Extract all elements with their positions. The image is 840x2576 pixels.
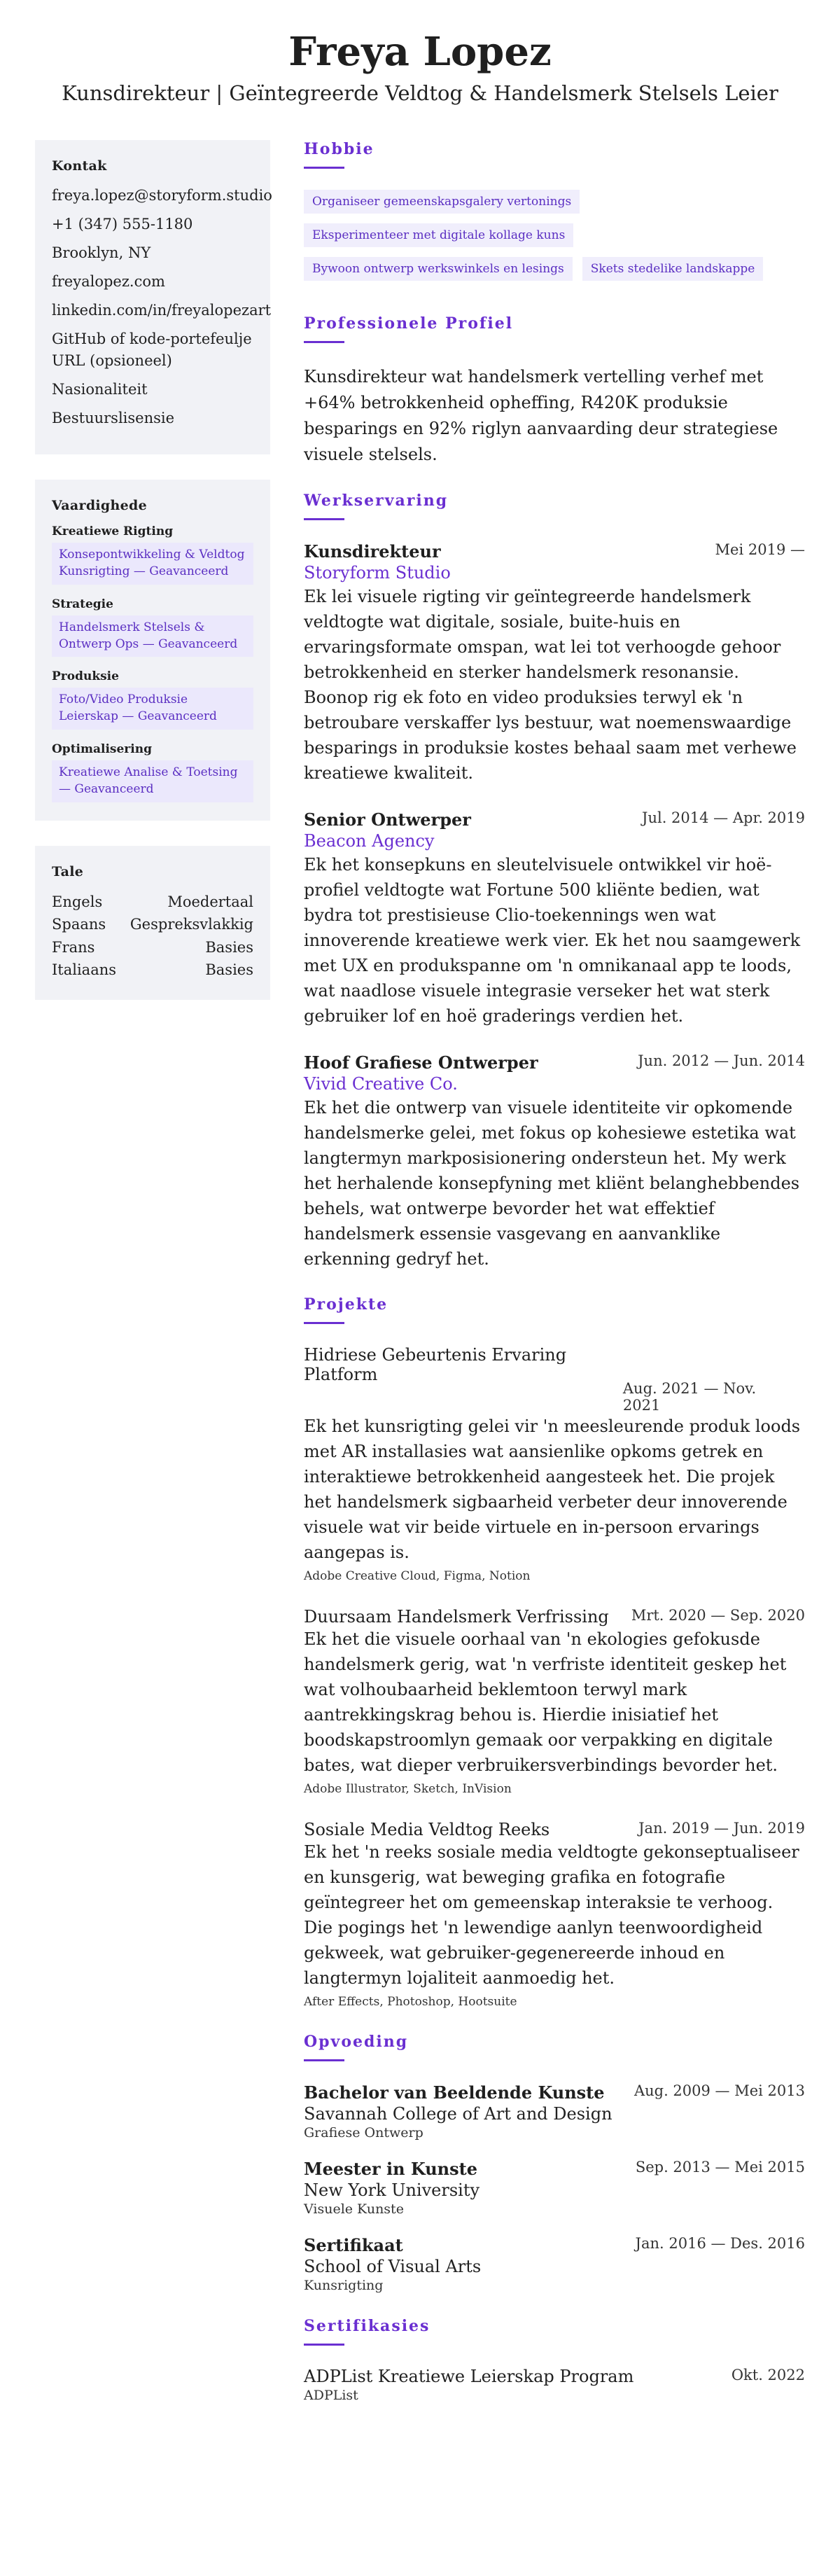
education-entry	[304, 2159, 805, 2217]
job-role: Senior Ontwerper	[304, 809, 471, 830]
project-tools: Adobe Creative Cloud, Figma, Notion	[304, 1569, 531, 1584]
main-content	[304, 140, 805, 2428]
language-name: Spaans	[52, 916, 106, 933]
certifications-section	[304, 2317, 805, 2403]
section-divider	[304, 2344, 344, 2346]
project-description: Ek het die visuele oorhaal van 'n ekologies gefokusde handelsmerk gerig, wat 'n verfriste identiteit geskep het wat volhoubaarheid beklemtoon terwyl mark aantrekkingskrag behou is. Hierdie inisiatief het boodskapstroomlyn gemaak oor verpakking en digitale bates, wat dieper verbruikersverbindings bevorder het.	[304, 1629, 787, 1776]
certification-name: ADPList Kreatiewe Leierskap Program	[304, 2367, 634, 2387]
contact-linkedin[interactable]: linkedin.com/in/freyalopezart	[52, 301, 272, 319]
skill-group-name: Optimalisering	[52, 742, 152, 757]
education-entry	[304, 2235, 805, 2293]
project-date: Mrt. 2020 — Sep. 2020	[631, 1607, 805, 1624]
experience-title: Werkservaring	[304, 492, 449, 510]
experience-entry	[304, 1052, 805, 1272]
skills-title: Vaardighede	[52, 498, 147, 514]
skill-group-name: Produksie	[52, 669, 119, 684]
section-divider	[304, 518, 344, 520]
study-field: Grafiese Ontwerp	[304, 2125, 424, 2141]
contact-nationality: Nasionaliteit	[52, 381, 148, 398]
language-row	[52, 891, 253, 914]
language-level: Gespreksvlakkig	[130, 916, 253, 933]
contact-github[interactable]: GitHub of kode-portefeulje URL (opsioneel)	[52, 330, 252, 370]
project-entry	[304, 1607, 805, 1796]
project-description: Ek het 'n reeks sosiale media veldtogte gekonseptualiseer en kunsgerig, wat beweging grafika en fotografie geïntegreer het om gemeenskap interaksie te verhoog. Die pogings het 'n lewendige aanlyn teenwoordigheid gekweek, wat gebruiker-gegenereerde inhoud en langtermyn lojaliteit aanmoedig het.	[304, 1842, 799, 1989]
experience-section	[304, 492, 805, 1272]
section-divider	[304, 341, 344, 343]
certification-date: Okt. 2022	[731, 2367, 805, 2384]
skill-chip: Handelsmerk Stelsels & Ontwerp Ops — Geavanceerd	[52, 615, 253, 657]
job-description: Ek lei visuele rigting vir geïntegreerde handelsmerk veldtogte wat digitale, sosiale, buite-huis en ervaringsformate omspan, wat lei tot verhoogde gehoor betrokkenheid en sterker handelsmerk resonansie. Boonop rig ek foto en video produksies terwyl ek 'n betroubare verskaffer lys bestuur, wat noemenswaardige besparings in produksie kostes behaal saam met verhewe kreatiewe kwaliteit.	[304, 587, 797, 784]
job-date: Mei 2019 —	[715, 541, 805, 559]
certification-entry	[304, 2367, 805, 2403]
project-date: Jan. 2019 — Jun. 2019	[638, 1820, 805, 1837]
contact-license: Bestuurslisensie	[52, 410, 175, 427]
contact-card	[35, 140, 270, 455]
project-name: Duursaam Handelsmerk Verfrissing	[304, 1607, 609, 1627]
education-title: Opvoeding	[304, 2033, 409, 2052]
school-name: School of Visual Arts	[304, 2257, 482, 2277]
study-field: Kunsrigting	[304, 2278, 384, 2294]
section-divider	[304, 2059, 344, 2061]
job-description: Ek het konsepkuns en sleutelvisuele ontwikkel vir hoë-profiel veldtogte wat Fortune 500 kliënte bedien, wat bydra tot prestisieuse Clio-toekennings wen wat innoverende kreatiewe werk vier. Ek het nou saamgewerk met UX en produkspanne om 'n omnikanaal app te loods, wat naadlose visuele integrasie verseker het wat sterk gebruiker lof en hoë graderings verdien het.	[304, 855, 801, 1026]
language-name: Engels	[52, 893, 103, 910]
project-description: Ek het kunsrigting gelei vir 'n meesleurende produk loods met AR installasies wat aansienlike opkoms getrek en interaktiewe betrokkenheid aangesteek het. Die projek het handelsmerk sigbaarheid verbeter deur innoverende visuele wat vir beide virtuele en in-persoon ervarings aangepas is.	[304, 1416, 801, 1563]
education-date: Sep. 2013 — Mei 2015	[635, 2159, 805, 2176]
skill-group-name: Kreatiewe Rigting	[52, 524, 174, 539]
sidebar	[35, 140, 270, 2428]
section-divider	[304, 1322, 344, 1324]
skill-group	[52, 742, 253, 802]
profile-title: Professionele Profiel	[304, 314, 514, 333]
job-description: Ek het die ontwerp van visuele identiteite vir opkomende handelsmerke gelei, met fokus op kohesiewe estetika wat langtermyn markposisionering ondersteun het. My werk het herhalende konsepfyning met kliënt belanghebbendes behels, wat ontwerpe bevorder het wat effektief handelsmerk essensie vasgevang en aanvanklike erkenning gedryf het.	[304, 1098, 800, 1269]
job-role: Kunsdirekteur	[304, 541, 441, 562]
education-date: Aug. 2009 — Mei 2013	[634, 2082, 805, 2100]
languages-card	[35, 846, 270, 1000]
project-entry	[304, 1345, 805, 1583]
job-date: Jun. 2012 — Jun. 2014	[638, 1052, 805, 1070]
job-company: Storyform Studio	[304, 563, 451, 583]
language-name: Italiaans	[52, 961, 117, 979]
hobbies-title: Hobbie	[304, 139, 374, 158]
school-name: New York University	[304, 2180, 480, 2201]
skill-group	[52, 669, 253, 730]
person-subtitle: Kunsdirekteur | Geïntegreerde Veldtog & Handelsmerk Stelsels Leier	[62, 81, 778, 105]
language-name: Frans	[52, 938, 95, 956]
experience-entry	[304, 541, 805, 786]
skill-chip: Konsepontwikkeling & Veldtog Kunsrigting — Geavanceerd	[52, 543, 253, 585]
study-field: Visuele Kunste	[304, 2201, 404, 2218]
skill-group	[52, 524, 253, 585]
certifications-title: Sertifikasies	[304, 2317, 430, 2336]
skill-group-name: Strategie	[52, 597, 113, 611]
project-tools: Adobe Illustrator, Sketch, InVision	[304, 1782, 512, 1797]
languages-title: Tale	[52, 863, 84, 879]
person-name: Freya Lopez	[288, 29, 552, 75]
skill-chip: Foto/Video Produksie Leierskap — Geavanceerd	[52, 688, 253, 730]
resume-header	[0, 0, 840, 105]
section-divider	[304, 167, 344, 169]
hobby-chip: Organiseer gemeenskapsgalery vertonings	[304, 190, 580, 214]
project-date: Aug. 2021 — Nov. 2021	[622, 1380, 757, 1414]
job-date: Jul. 2014 — Apr. 2019	[642, 809, 805, 827]
experience-entry	[304, 809, 805, 1029]
degree-name: Bachelor van Beeldende Kunste	[304, 2082, 605, 2103]
contact-location: Brooklyn, NY	[52, 244, 151, 261]
job-role: Hoof Grafiese Ontwerper	[304, 1052, 538, 1073]
project-entry	[304, 1820, 805, 2009]
education-entry	[304, 2082, 805, 2140]
project-name: Hidriese Gebeurtenis Ervaring Platform	[304, 1345, 567, 1385]
project-name: Sosiale Media Veldtog Reeks	[304, 1820, 550, 1840]
education-date: Jan. 2016 — Des. 2016	[635, 2235, 805, 2253]
hobbies-section	[304, 140, 805, 291]
hobby-chip: Bywoon ontwerp werkswinkels en lesings	[304, 257, 573, 281]
hobby-chip: Skets stedelike landskappe	[582, 257, 764, 281]
profile-text: Kunsdirekteur wat handelsmerk vertelling verhef met +64% betrokkenheid opheffing, R420K produksie besparings en 92% riglyn aanvaarding deur strategiese visuele stelsels.	[304, 366, 778, 465]
skill-group	[52, 597, 253, 657]
degree-name: Meester in Kunste	[304, 2159, 477, 2180]
project-tools: After Effects, Photoshop, Hootsuite	[304, 1995, 517, 2010]
education-section	[304, 2033, 805, 2293]
contact-title: Kontak	[52, 158, 107, 174]
contact-website[interactable]: freyalopez.com	[52, 272, 165, 290]
degree-name: Sertifikaat	[304, 2235, 403, 2256]
job-company: Vivid Creative Co.	[304, 1074, 458, 1094]
skill-chip: Kreatiewe Analise & Toetsing — Geavanceerd	[52, 760, 253, 802]
skills-card	[35, 480, 270, 820]
hobby-chip: Eksperimenteer met digitale kollage kuns	[304, 223, 573, 247]
language-level: Basies	[205, 938, 253, 956]
language-level: Moedertaal	[167, 893, 253, 910]
projects-title: Projekte	[304, 1295, 388, 1314]
language-row	[52, 913, 253, 936]
projects-section	[304, 1295, 805, 2009]
language-row	[52, 959, 253, 982]
language-level: Basies	[205, 961, 253, 979]
language-row	[52, 936, 253, 959]
profile-section	[304, 314, 805, 468]
school-name: Savannah College of Art and Design	[304, 2104, 612, 2124]
contact-email[interactable]: freya.lopez@storyform.studio	[52, 186, 272, 204]
certification-issuer: ADPList	[304, 2388, 358, 2404]
job-company: Beacon Agency	[304, 831, 435, 851]
contact-phone[interactable]: +1 (347) 555-1180	[52, 215, 193, 232]
